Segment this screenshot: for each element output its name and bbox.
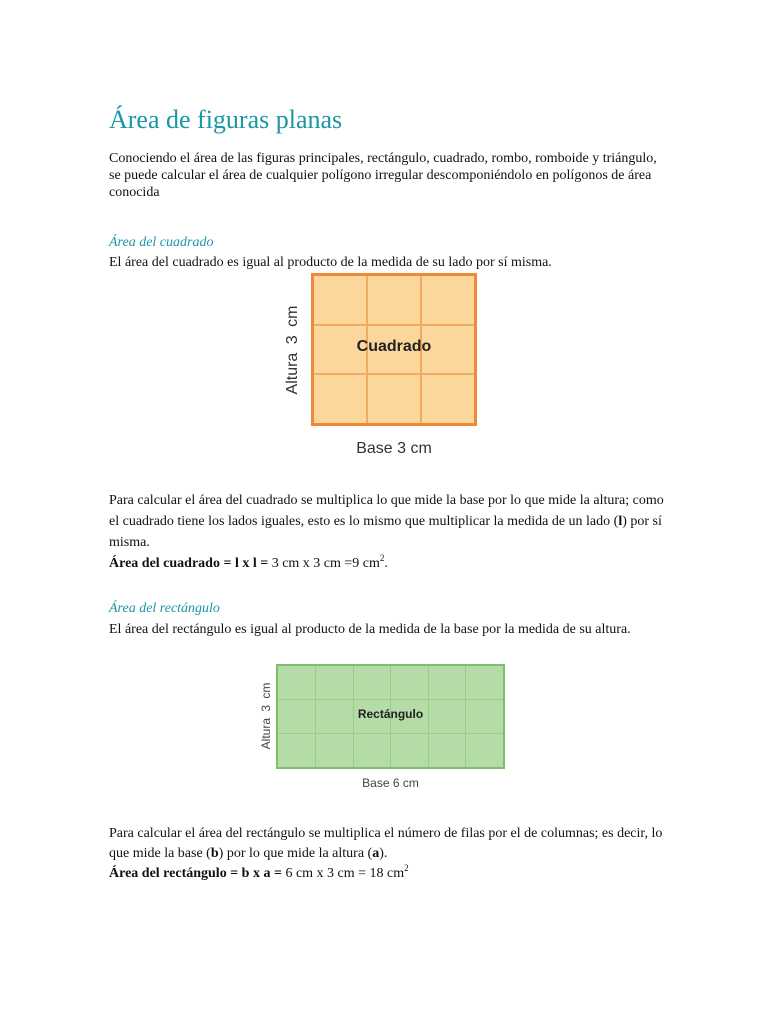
square-heading: Área del cuadrado <box>109 235 214 250</box>
grid-line-horizontal <box>314 373 474 375</box>
page-title: Área de figuras planas <box>109 105 343 134</box>
grid-line-horizontal <box>314 324 474 326</box>
rectangle-base-label: Base 6 cm <box>362 776 419 790</box>
grid-line-horizontal <box>278 733 503 734</box>
rectangle-formula-value: 6 cm x 3 cm = 18 cm <box>281 866 405 881</box>
rectangle-figure-label: Rectángulo <box>357 707 424 721</box>
square-explanation: Para calcular el área del cuadrado se multiplica lo que mide la base por lo que mide la altura; como el cuadrado tiene los lados iguales, esto es lo mismo que multiplicar la medida de un lado (l) por sí misma. Área del cuadrado = l x l = 3 cm x 3 cm =9 $cm^2$. <box>109 493 664 571</box>
side-symbol: l <box>618 514 623 529</box>
rectangle-height-label: Altura 3 cm <box>259 682 273 750</box>
rectangle-heading: Área del rectángulo <box>109 601 220 616</box>
square-height-label: Altura 3 cm <box>284 305 301 395</box>
square-figure-label: Cuadrado <box>356 338 432 355</box>
height-symbol: a <box>372 846 380 861</box>
square-formula-value: 3 cm x 3 cm =9 cm <box>268 556 380 571</box>
grid-line-horizontal <box>278 699 503 700</box>
rectangle-explanation: Para calcular el área del rectángulo se multiplica el número de filas por el de columnas; es decir, lo que mide la base (b) por lo que mide la altura (a). Área del rectángulo = b x a = 6 cm x 3 cm = 18 $cm^2$ <box>109 826 663 881</box>
rectangle-definition: El área del rectángulo es igual al producto de la medida de la base por la medida de su altura. <box>109 622 631 637</box>
square-formula-label: Área del cuadrado = l x l = <box>109 556 269 571</box>
square-definition: El área del cuadrado es igual al producto de la medida de su lado por sí misma. <box>109 255 552 270</box>
base-symbol: b <box>210 846 219 861</box>
intro-paragraph: Conociendo el área de las figuras principales, rectángulo, cuadrado, rombo, romboide y triángulo, se puede calcular el área de cualquier polígono irregular descomponiéndolo en polígonos de área conocida <box>109 151 657 200</box>
rectangle-formula-label: Área del rectángulo = b x a = <box>109 866 282 881</box>
square-base-label: Base 3 cm <box>356 440 432 457</box>
